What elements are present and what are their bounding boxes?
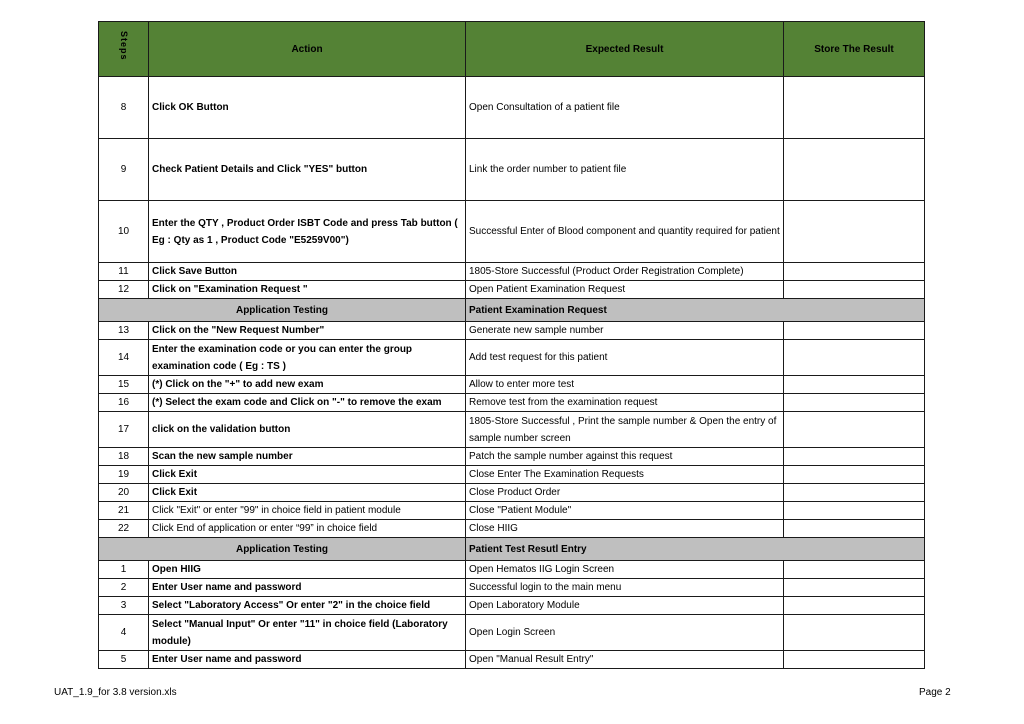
expected-result-cell: Open Login Screen — [466, 615, 784, 651]
section-row-group — [99, 538, 925, 561]
action-cell: Click on the "New Request Number" — [149, 322, 466, 340]
table-row — [99, 412, 925, 448]
action-cell: Click OK Button — [149, 77, 466, 139]
step-number: 2 — [99, 579, 149, 597]
step-number: 9 — [99, 139, 149, 201]
action-cell: (*) Select the exam code and Click on "-" to remove the exam — [149, 394, 466, 412]
section-row-group — [99, 299, 925, 322]
store-result-cell — [784, 376, 925, 394]
table-row — [99, 579, 925, 597]
expected-result-cell: Open Patient Examination Request — [466, 281, 784, 299]
action-cell: Click Exit — [149, 484, 466, 502]
table-row — [99, 201, 925, 263]
step-number: 3 — [99, 597, 149, 615]
expected-result-cell: Successful login to the main menu — [466, 579, 784, 597]
table-row — [99, 502, 925, 520]
store-result-cell — [784, 597, 925, 615]
expected-result-cell: Close "Patient Module" — [466, 502, 784, 520]
action-cell: Click on "Examination Request " — [149, 281, 466, 299]
table-row — [99, 484, 925, 502]
action-cell: click on the validation button — [149, 412, 466, 448]
header-row — [99, 22, 925, 77]
step-number: 16 — [99, 394, 149, 412]
step-number: 21 — [99, 502, 149, 520]
store-result-cell — [784, 394, 925, 412]
store-result-cell — [784, 579, 925, 597]
store-result-cell — [784, 77, 925, 139]
header-store-result: Store The Result — [784, 22, 925, 77]
store-result-cell — [784, 322, 925, 340]
expected-result-cell: Open Hematos IIG Login Screen — [466, 561, 784, 579]
step-number: 19 — [99, 466, 149, 484]
store-result-cell — [784, 340, 925, 376]
action-cell: Click End of application or enter “99” in choice field — [149, 520, 466, 538]
step-number: 14 — [99, 340, 149, 376]
rows-group-b — [99, 322, 925, 538]
expected-result-cell: Allow to enter more test — [466, 376, 784, 394]
store-result-cell — [784, 412, 925, 448]
expected-result-cell: Patch the sample number against this request — [466, 448, 784, 466]
footer-filename: UAT_1.9_for 3.8 version.xls — [54, 687, 177, 698]
action-cell: Enter User name and password — [149, 651, 466, 669]
table-row — [99, 448, 925, 466]
table-row — [99, 597, 925, 615]
store-result-cell — [784, 263, 925, 281]
step-number: 8 — [99, 77, 149, 139]
step-number: 11 — [99, 263, 149, 281]
step-number: 12 — [99, 281, 149, 299]
expected-result-cell: Add test request for this patient — [466, 340, 784, 376]
expected-result-cell: Successful Enter of Blood component and quantity required for patient — [466, 201, 784, 263]
step-number: 1 — [99, 561, 149, 579]
expected-result-cell: Close Product Order — [466, 484, 784, 502]
step-number: 17 — [99, 412, 149, 448]
action-cell: Scan the new sample number — [149, 448, 466, 466]
expected-result-cell: Link the order number to patient file — [466, 139, 784, 201]
section-title-right: Patient Test Resutl Entry — [466, 538, 925, 561]
section-title-right: Patient Examination Request — [466, 299, 925, 322]
footer-page-number: Page 2 — [919, 687, 951, 698]
store-result-cell — [784, 651, 925, 669]
step-number: 4 — [99, 615, 149, 651]
store-result-cell — [784, 615, 925, 651]
table-row — [99, 139, 925, 201]
expected-result-cell: Generate new sample number — [466, 322, 784, 340]
store-result-cell — [784, 466, 925, 484]
store-result-cell — [784, 448, 925, 466]
store-result-cell — [784, 139, 925, 201]
rows-group-a — [99, 77, 925, 299]
expected-result-cell: 1805-Store Successful , Print the sample number & Open the entry of sample number screen — [466, 412, 784, 448]
section-title-left: Application Testing — [99, 538, 466, 561]
action-cell: Click "Exit" or enter "99" in choice field in patient module — [149, 502, 466, 520]
expected-result-cell: Open "Manual Result Entry" — [466, 651, 784, 669]
step-number: 20 — [99, 484, 149, 502]
action-cell: Click Exit — [149, 466, 466, 484]
table-row — [99, 520, 925, 538]
table-row — [99, 466, 925, 484]
step-number: 13 — [99, 322, 149, 340]
action-cell: Enter the examination code or you can enter the group examination code ( Eg : TS ) — [149, 340, 466, 376]
header-expected-result: Expected Result — [466, 22, 784, 77]
section-row-examination-request — [99, 299, 925, 322]
store-result-cell — [784, 561, 925, 579]
table-row — [99, 561, 925, 579]
table-row — [99, 394, 925, 412]
store-result-cell — [784, 281, 925, 299]
action-cell: Enter the QTY , Product Order ISBT Code and press Tab button ( Eg : Qty as 1 , Product Code "E5259V00") — [149, 201, 466, 263]
table-row — [99, 615, 925, 651]
step-number: 15 — [99, 376, 149, 394]
table-row — [99, 77, 925, 139]
table-row — [99, 263, 925, 281]
header-steps — [99, 22, 149, 77]
table-row — [99, 651, 925, 669]
action-cell: Select "Manual Input" Or enter "11" in choice field (Laboratory module) — [149, 615, 466, 651]
action-cell: Check Patient Details and Click "YES" button — [149, 139, 466, 201]
test-steps-table — [98, 21, 925, 669]
expected-result-cell: Close Enter The Examination Requests — [466, 466, 784, 484]
expected-result-cell: Remove test from the examination request — [466, 394, 784, 412]
action-cell: Enter User name and password — [149, 579, 466, 597]
rows-group-c — [99, 561, 925, 669]
store-result-cell — [784, 502, 925, 520]
expected-result-cell: Open Consultation of a patient file — [466, 77, 784, 139]
header-steps-label: Steps — [119, 31, 129, 61]
table-row — [99, 376, 925, 394]
table-row — [99, 340, 925, 376]
action-cell: Open HIIG — [149, 561, 466, 579]
step-number: 18 — [99, 448, 149, 466]
table-row — [99, 322, 925, 340]
action-cell: Click Save Button — [149, 263, 466, 281]
step-number: 10 — [99, 201, 149, 263]
action-cell: Select "Laboratory Access" Or enter "2" in the choice field — [149, 597, 466, 615]
table-row — [99, 281, 925, 299]
expected-result-cell: Open Laboratory Module — [466, 597, 784, 615]
expected-result-cell: Close HIIG — [466, 520, 784, 538]
store-result-cell — [784, 520, 925, 538]
section-row-test-result-entry — [99, 538, 925, 561]
section-title-left: Application Testing — [99, 299, 466, 322]
action-cell: (*) Click on the "+" to add new exam — [149, 376, 466, 394]
store-result-cell — [784, 201, 925, 263]
step-number: 22 — [99, 520, 149, 538]
header-action: Action — [149, 22, 466, 77]
step-number: 5 — [99, 651, 149, 669]
store-result-cell — [784, 484, 925, 502]
expected-result-cell: 1805-Store Successful (Product Order Registration Complete) — [466, 263, 784, 281]
